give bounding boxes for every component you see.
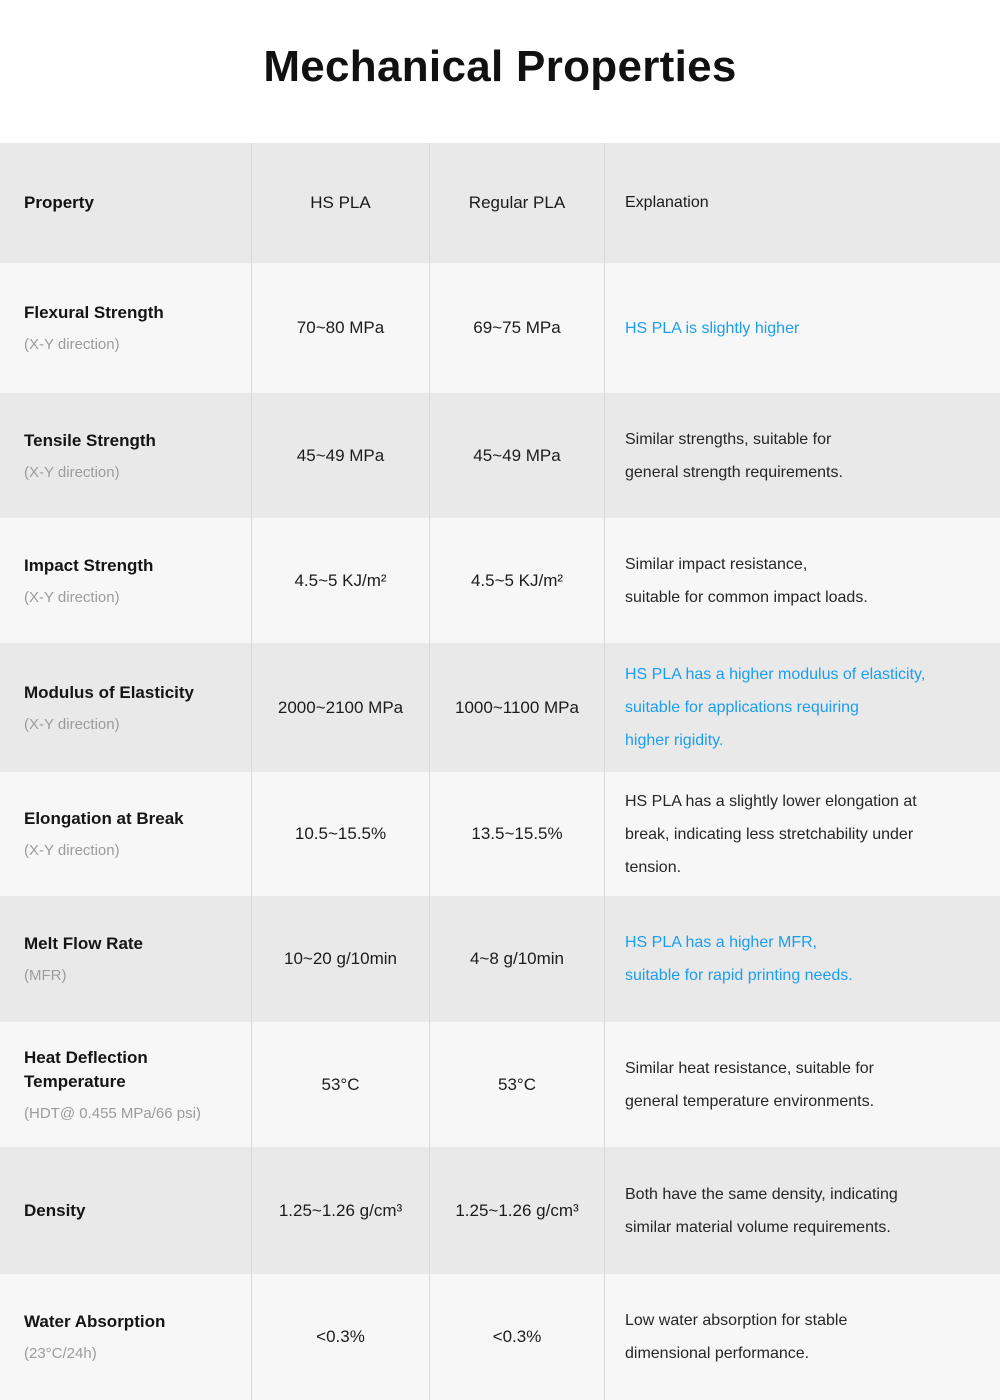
property-cell [0,263,252,393]
table-row-melt-flow-rate [0,896,1000,1022]
hs-pla-value: 53°C [252,1022,430,1147]
explanation-line: Similar impact resistance, [625,555,808,573]
table-row-tensile-strength [0,393,1000,518]
hs-pla-value: 45~49 MPa [252,393,430,518]
regular-pla-value: 1000~1100 MPa [430,643,605,772]
hs-pla-value: 2000~2100 MPa [252,643,430,772]
header-hs-pla: HS PLA [252,143,430,263]
property-cell [0,1022,252,1147]
property-cell [0,393,252,518]
explanation-cell [605,896,1000,1022]
table-row-heat-deflection-temperature [0,1022,1000,1147]
explanation-line: Similar heat resistance, suitable for [625,1059,874,1077]
regular-pla-value: <0.3% [430,1274,605,1400]
header-regular-pla: Regular PLA [430,143,605,263]
explanation-line: HS PLA is slightly higher [625,319,800,337]
explanation-line: similar material volume requirements. [625,1218,891,1236]
table-row-flexural-strength [0,263,1000,393]
hs-pla-value: 10.5~15.5% [252,772,430,896]
table-row-elongation-at-break [0,772,1000,896]
explanation-line: HS PLA has a higher modulus of elasticity, [625,666,926,683]
hs-pla-value: <0.3% [252,1274,430,1400]
property-subtitle: (HDT@ 0.455 MPa/66 psi) [24,1104,201,1122]
hs-pla-value: 1.25~1.26 g/cm³ [252,1147,430,1274]
explanation-cell [605,1274,1000,1400]
regular-pla-value: 45~49 MPa [430,393,605,518]
explanation-line: break, indicating less stretchability under [625,825,914,843]
explanation-line: HS PLA has a slightly lower elongation at [625,792,917,810]
table-row-density [0,1147,1000,1274]
explanation-line: dimensional performance. [625,1345,810,1362]
explanation-cell [605,643,1000,772]
property-subtitle: (X-Y direction) [24,336,120,353]
hs-pla-value: 10~20 g/10min [252,896,430,1022]
regular-pla-value: 1.25~1.26 g/cm³ [430,1147,605,1274]
explanation-cell [605,263,1000,393]
explanation-line: suitable for applications requiring [625,699,859,716]
property-cell [0,772,252,896]
property-name: Density [24,1200,86,1220]
property-subtitle: (MFR) [24,967,67,984]
property-name: Flexural Strength [24,303,164,322]
regular-pla-value: 69~75 MPa [430,263,605,393]
header-property: Property [0,143,252,263]
explanation-line: Both have the same density, indicating [625,1185,898,1203]
property-name: Tensile Strength [24,430,156,450]
explanation-line: suitable for rapid printing needs. [625,967,853,984]
explanation-cell [605,1022,1000,1147]
property-name: Modulus of Elasticity [24,682,195,702]
property-cell [0,1147,252,1274]
header-explanation: Explanation [625,194,709,211]
explanation-cell [605,772,1000,896]
property-name: Heat Deflection Temperature [24,1047,148,1091]
property-cell [0,1274,252,1400]
table-header-row [0,143,1000,263]
table-row-water-absorption [0,1274,1000,1400]
explanation-line: suitable for common impact loads. [625,588,868,606]
property-subtitle: (X-Y direction) [24,463,120,481]
explanation-cell [605,518,1000,643]
property-subtitle: (X-Y direction) [24,715,120,733]
property-name: Water Absorption [24,1312,166,1331]
explanation-line: HS PLA has a higher MFR, [625,934,818,951]
explanation-line: general temperature environments. [625,1092,875,1110]
property-subtitle: (X-Y direction) [24,842,120,859]
explanation-line: Similar strengths, suitable for [625,430,832,448]
hs-pla-value: 70~80 MPa [252,263,430,393]
property-cell [0,643,252,772]
explanation-line: higher rigidity. [625,732,724,749]
explanation-cell [605,393,1000,518]
property-subtitle: (X-Y direction) [24,588,120,606]
explanation-line: tension. [625,858,682,876]
hs-pla-value: 4.5~5 KJ/m² [252,518,430,643]
property-name: Melt Flow Rate [24,934,144,953]
regular-pla-value: 53°C [430,1022,605,1147]
table-row-modulus-of-elasticity [0,643,1000,772]
properties-table [0,143,1000,1400]
regular-pla-value: 4.5~5 KJ/m² [430,518,605,643]
explanation-line: Low water absorption for stable [625,1312,848,1329]
regular-pla-value: 4~8 g/10min [430,896,605,1022]
property-subtitle: (23°C/24h) [24,1345,97,1362]
page-title: Mechanical Properties [263,42,737,91]
table-row-impact-strength [0,518,1000,643]
regular-pla-value: 13.5~15.5% [430,772,605,896]
property-cell [0,518,252,643]
property-name: Impact Strength [24,555,154,575]
explanation-line: general strength requirements. [625,463,843,481]
property-cell [0,896,252,1022]
property-name: Elongation at Break [24,809,184,828]
explanation-cell [605,1147,1000,1274]
